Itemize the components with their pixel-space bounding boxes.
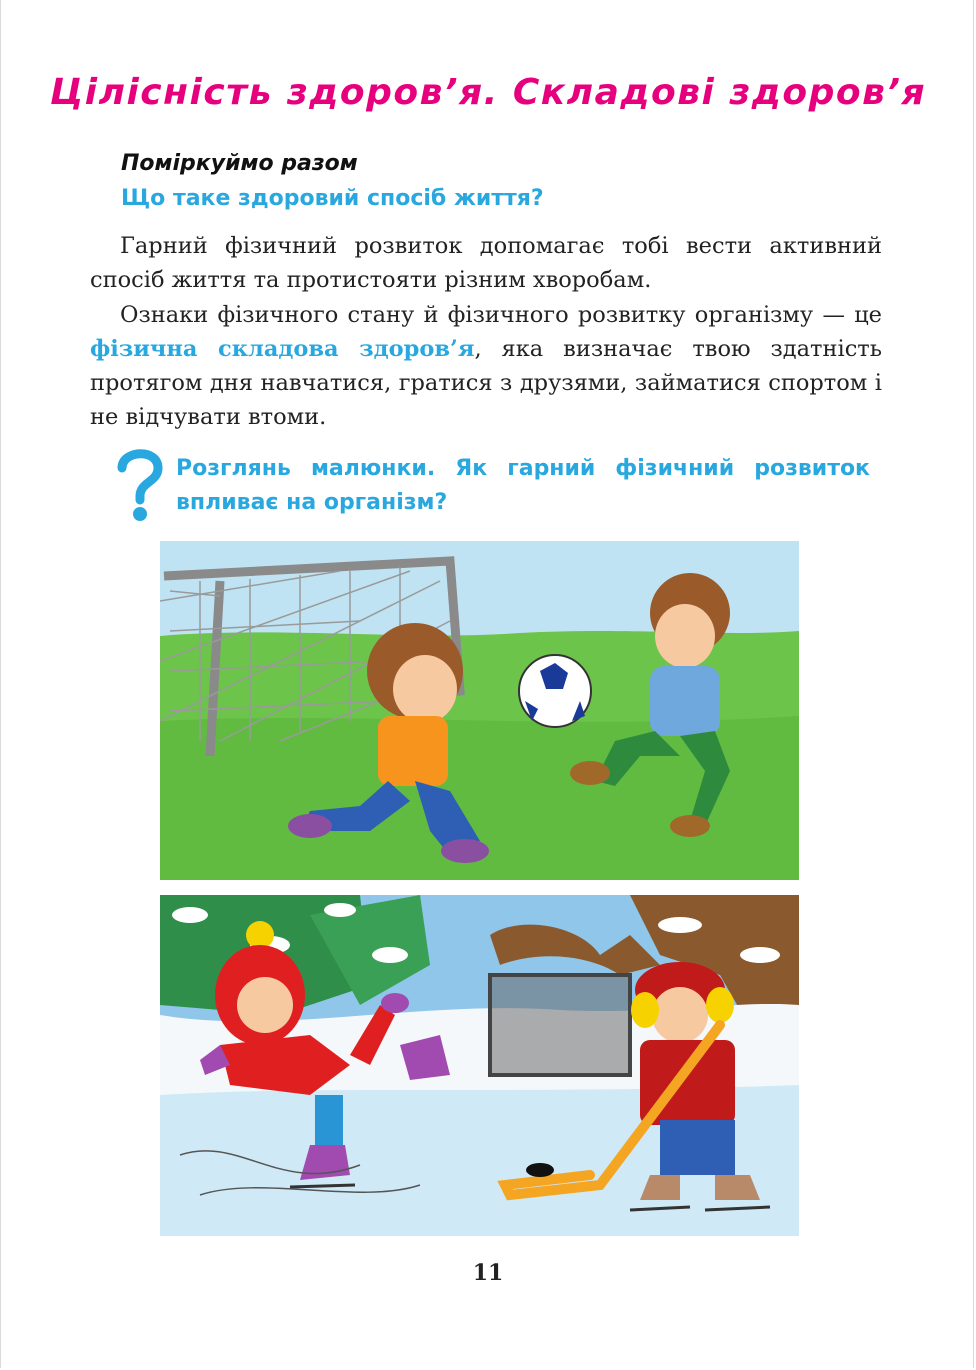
question-mark-icon <box>112 444 168 524</box>
paragraph-1 <box>90 229 882 297</box>
winter-illustration <box>160 895 799 1236</box>
hockey-goal <box>490 975 630 1075</box>
paragraph-1-text: Гарний фізичний розвиток допомагає тобі вести активний спосіб життя та протистояти різним хворобам. <box>90 233 882 293</box>
section-question: Що таке здоровий спосіб життя? <box>121 186 544 211</box>
highlighted-term: фізична складова здоров’я <box>90 336 475 362</box>
soccer-ball <box>519 655 591 727</box>
hockey-puck <box>526 1163 554 1177</box>
section-label: Поміркуймо разом <box>121 151 358 176</box>
soccer-illustration <box>160 541 799 880</box>
paragraph-2-after: , яка визначає твою здатність протягом дня навчатися, гратися з друзями, займатися спортом і не відчувати втоми. <box>90 336 882 430</box>
task-question: Розглянь малюнки. Як гарний фізичний розвиток впливає на організм? <box>176 456 870 515</box>
page-title: Цілісність здоров’я. Складові здоров’я <box>49 72 927 113</box>
page-number: 11 <box>472 1260 504 1286</box>
paragraph-2 <box>90 298 882 434</box>
paragraph-2-before: Ознаки фізичного стану й фізичного розвитку організму — це <box>120 302 882 328</box>
